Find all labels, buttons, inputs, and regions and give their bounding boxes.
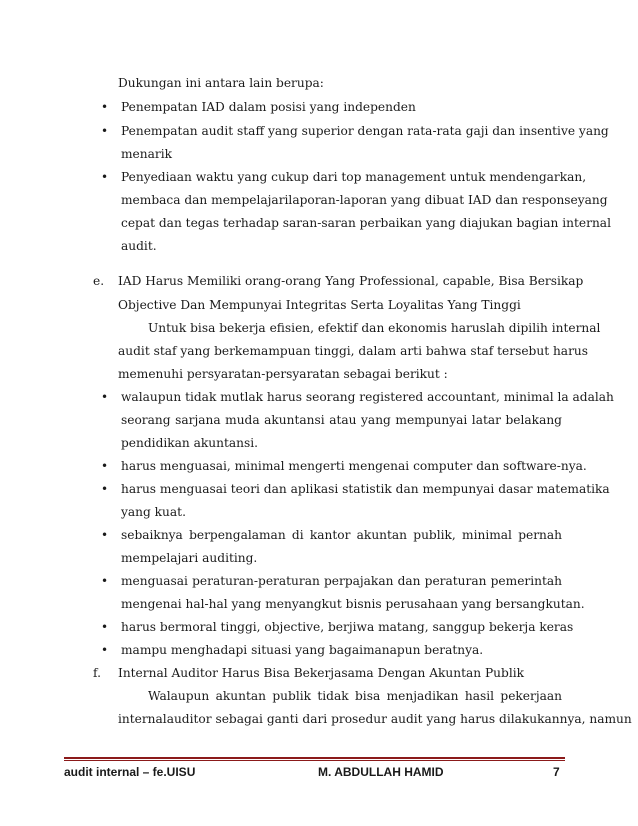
- list-item-continuation: yang kuat.: [121, 505, 186, 519]
- list-item-continuation: seorang sarjana muda akuntansi atau yang mempunyai latar belakang: [121, 413, 562, 427]
- list-item: Penempatan IAD dalam posisi yang independen: [121, 100, 416, 114]
- bullet-icon: •: [101, 170, 109, 184]
- section-e-marker: e.: [93, 274, 105, 288]
- list-item-continuation: pendidikan akuntansi.: [121, 436, 259, 450]
- bullet-icon: •: [101, 528, 109, 542]
- footer-rule: [64, 757, 565, 759]
- page-number: 7: [553, 765, 560, 779]
- section-e-heading: IAD Harus Memiliki orang-orang Yang Professional, capable, Bisa Bersikap: [118, 274, 584, 288]
- footer-rule: [64, 760, 565, 761]
- section-e-paragraph: audit staf yang berkemampuan tinggi, dalam arti bahwa staf tersebut harus: [118, 344, 589, 358]
- list-item: Penyediaan waktu yang cukup dari top management untuk mendengarkan,: [121, 170, 587, 184]
- section-f-paragraph: internalauditor sebagai ganti dari prosedur audit yang harus dilakukannya, namun: [118, 712, 632, 726]
- bullet-icon: •: [101, 482, 109, 496]
- list-item-continuation: membaca dan mempelajarilaporan-laporan yang dibuat IAD dan responseyang: [121, 193, 608, 207]
- list-item: harus menguasai, minimal mengerti mengenai computer dan software-nya.: [121, 459, 587, 473]
- section-e-paragraph: memenuhi persyaratan-persyaratan sebagai berikut :: [118, 367, 448, 381]
- section-e-heading: Objective Dan Mempunyai Integritas Serta Loyalitas Yang Tinggi: [118, 298, 521, 312]
- list-item: harus bermoral tinggi, objective, berjiwa matang, sanggup bekerja keras: [121, 620, 574, 634]
- bullet-icon: •: [101, 459, 109, 473]
- list-item-continuation: menarik: [121, 147, 172, 161]
- list-item: mampu menghadapi situasi yang bagaimanapun beratnya.: [121, 643, 484, 657]
- bullet-icon: •: [101, 620, 109, 634]
- footer-author: M. ABDULLAH HAMID: [318, 765, 444, 779]
- section-e-paragraph: Untuk bisa bekerja efisien, efektif dan ekonomis haruslah dipilih internal: [148, 321, 601, 335]
- list-item: Penempatan audit staff yang superior dengan rata-rata gaji dan insentive yang: [121, 124, 609, 138]
- list-item-continuation: mengenai hal-hal yang menyangkut bisnis perusahaan yang bersangkutan.: [121, 597, 585, 611]
- footer-left-text: audit internal – fe.UISU: [64, 765, 196, 779]
- list-item: harus menguasai teori dan aplikasi statistik dan mempunyai dasar matematika: [121, 482, 610, 496]
- list-item: sebaiknya berpengalaman di kantor akuntan publik, minimal pernah: [121, 528, 562, 542]
- list-item-continuation: mempelajari auditing.: [121, 551, 258, 565]
- bullet-icon: •: [101, 643, 109, 657]
- list-item-continuation: cepat dan tegas terhadap saran-saran perbaikan yang diajukan bagian internal: [121, 216, 611, 230]
- bullet-icon: •: [101, 574, 109, 588]
- list-item: walaupun tidak mutlak harus seorang registered accountant, minimal la adalah: [121, 390, 614, 404]
- section-f-paragraph: Walaupun akuntan publik tidak bisa menjadikan hasil pekerjaan: [148, 689, 562, 703]
- bullet-icon: •: [101, 390, 109, 404]
- intro-text: Dukungan ini antara lain berupa:: [118, 76, 324, 90]
- section-f-marker: f.: [93, 666, 101, 680]
- section-f-heading: Internal Auditor Harus Bisa Bekerjasama Dengan Akuntan Publik: [118, 666, 525, 680]
- bullet-icon: •: [101, 124, 109, 138]
- bullet-icon: •: [101, 100, 109, 114]
- list-item: menguasai peraturan-peraturan perpajakan dan peraturan pemerintah: [121, 574, 562, 588]
- list-item-continuation: audit.: [121, 239, 157, 253]
